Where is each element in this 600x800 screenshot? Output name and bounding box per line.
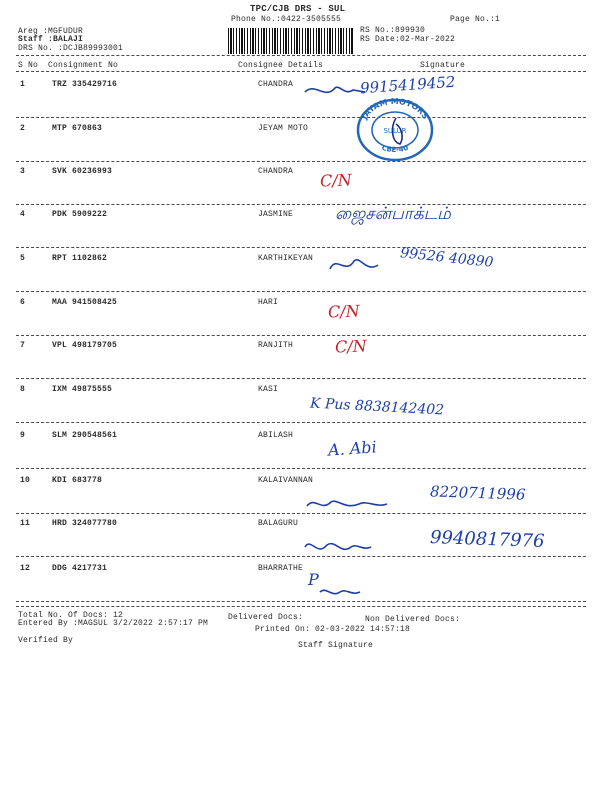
- row-consignee: ABILASH: [258, 431, 294, 440]
- row-sno: 5: [20, 254, 26, 263]
- document-title: TPC/CJB DRS - SUL: [250, 4, 346, 14]
- col-header-consignee: Consignee Details: [238, 61, 324, 70]
- row-divider: [16, 161, 586, 162]
- row-divider: [16, 291, 586, 292]
- row-consignment-no: TRZ 335429716: [52, 80, 118, 89]
- row-consignment-no: RPT 1102862: [52, 254, 108, 263]
- row-consignee: KASI: [258, 385, 279, 394]
- row-handwritten-signature: K Pus 8838142402: [309, 395, 445, 419]
- row-sno: 10: [20, 476, 31, 485]
- row-consignee: JEYAM MOTO: [258, 124, 309, 133]
- stamp-bottom-text: CBE-40: [380, 143, 410, 155]
- page-number: Page No.:1: [450, 15, 501, 24]
- stamp-middle-text: SULUR: [383, 127, 407, 135]
- row-consignee: CHANDRA: [258, 80, 294, 89]
- row-consignee: RANJITH: [258, 341, 294, 350]
- row-consignment-no: IXM 49875555: [52, 385, 113, 394]
- row-sno: 8: [20, 385, 26, 394]
- header-divider: [16, 55, 586, 56]
- area-label: Areg :MGFUDUR: [18, 27, 84, 36]
- row-sno: 9: [20, 431, 26, 440]
- row-divider: [16, 513, 586, 514]
- signature-scribble: [330, 255, 420, 283]
- row-sno: 6: [20, 298, 26, 307]
- phone-number: Phone No.:0422-3505555: [231, 15, 342, 24]
- row-sno: 12: [20, 564, 31, 573]
- entered-by: Entered By :MAGSUL 3/2/2022 2:57:17 PM: [18, 619, 209, 628]
- row-consignment-no: PDK 5909222: [52, 210, 108, 219]
- row-handwritten-signature: C/N: [327, 301, 360, 322]
- row-divider: [16, 117, 586, 118]
- row-consignee: KARTHIKEYAN: [258, 254, 314, 263]
- row-handwritten-signature: 9915419452: [359, 72, 456, 98]
- row-consignment-no: SLM 290548561: [52, 431, 118, 440]
- column-divider: [16, 71, 586, 72]
- row-sno: 7: [20, 341, 26, 350]
- row-sno: 1: [20, 80, 26, 89]
- col-header-sno: S No: [18, 61, 39, 70]
- rs-number: RS No.:899930: [360, 26, 426, 35]
- row-consignee: KALAIVANNAN: [258, 476, 314, 485]
- row-divider: [16, 247, 586, 248]
- row-consignee: HARI: [258, 298, 279, 307]
- row-consignment-no: MAA 941508425: [52, 298, 118, 307]
- drs-number: DRS No. :DCJB89993001: [18, 44, 124, 53]
- non-delivered-docs: Non Delivered Docs:: [365, 615, 461, 624]
- row-consignment-no: KDI 683778: [52, 476, 103, 485]
- row-handwritten-signature: ஜைசன்பாக்டம்: [335, 204, 451, 224]
- row-handwritten-signature: C/N: [334, 336, 367, 357]
- row-handwritten-signature: C/N: [319, 170, 352, 191]
- row-consignee: BHARRATHE: [258, 564, 304, 573]
- total-docs: Total No. Of Docs: 12: [18, 611, 124, 620]
- printed-on: Printed On: 02-03-2022 14:57:18: [255, 625, 411, 634]
- row-consignee: CHANDRA: [258, 167, 294, 176]
- row-sno: 3: [20, 167, 26, 176]
- signature-scribble: [307, 494, 397, 522]
- row-consignee: BALAGURU: [258, 519, 299, 528]
- verified-by: Verified By: [18, 636, 74, 645]
- row-handwritten-signature: 9940817976: [429, 527, 545, 552]
- col-header-signature: Signature: [420, 61, 466, 70]
- signature-scribble: [305, 537, 395, 565]
- row-handwritten-signature: 8220711996: [429, 482, 526, 504]
- row-divider: [16, 204, 586, 205]
- staff-signature: Staff Signature: [298, 641, 374, 650]
- row-sno: 11: [20, 519, 31, 528]
- rs-date: RS Date:02-Mar-2022: [360, 35, 456, 44]
- row-divider: [16, 601, 586, 602]
- barcode: [228, 28, 354, 54]
- col-header-consignment: Consignment No: [48, 61, 119, 70]
- row-divider: [16, 378, 586, 379]
- row-handwritten-signature: P: [308, 570, 319, 589]
- row-consignee: JASMINE: [258, 210, 294, 219]
- footer-divider: [16, 606, 586, 607]
- row-consignment-no: MTP 670863: [52, 124, 103, 133]
- row-handwritten-signature: 99526 40890: [399, 245, 495, 271]
- row-divider: [16, 468, 586, 469]
- row-handwritten-signature: A. Abi: [327, 437, 378, 460]
- row-consignment-no: SVK 60236993: [52, 167, 113, 176]
- signature-scribble: [320, 584, 410, 612]
- row-consignment-no: VPL 498179705: [52, 341, 118, 350]
- delivered-docs: Delivered Docs:: [228, 613, 304, 622]
- svg-text:CBE-40: [381, 144, 410, 154]
- company-stamp: [356, 98, 434, 162]
- row-consignment-no: DDG 4217731: [52, 564, 108, 573]
- row-divider: [16, 556, 586, 557]
- staff-label: Staff :BALAJI: [18, 35, 84, 44]
- row-sno: 4: [20, 210, 26, 219]
- row-consignment-no: HRD 324077780: [52, 519, 118, 528]
- row-divider: [16, 335, 586, 336]
- row-divider: [16, 422, 586, 423]
- row-sno: 2: [20, 124, 26, 133]
- stamp-top-text: JAYAM MOTORS: [359, 98, 431, 121]
- svg-text:JAYAM MOTORS: [359, 98, 430, 122]
